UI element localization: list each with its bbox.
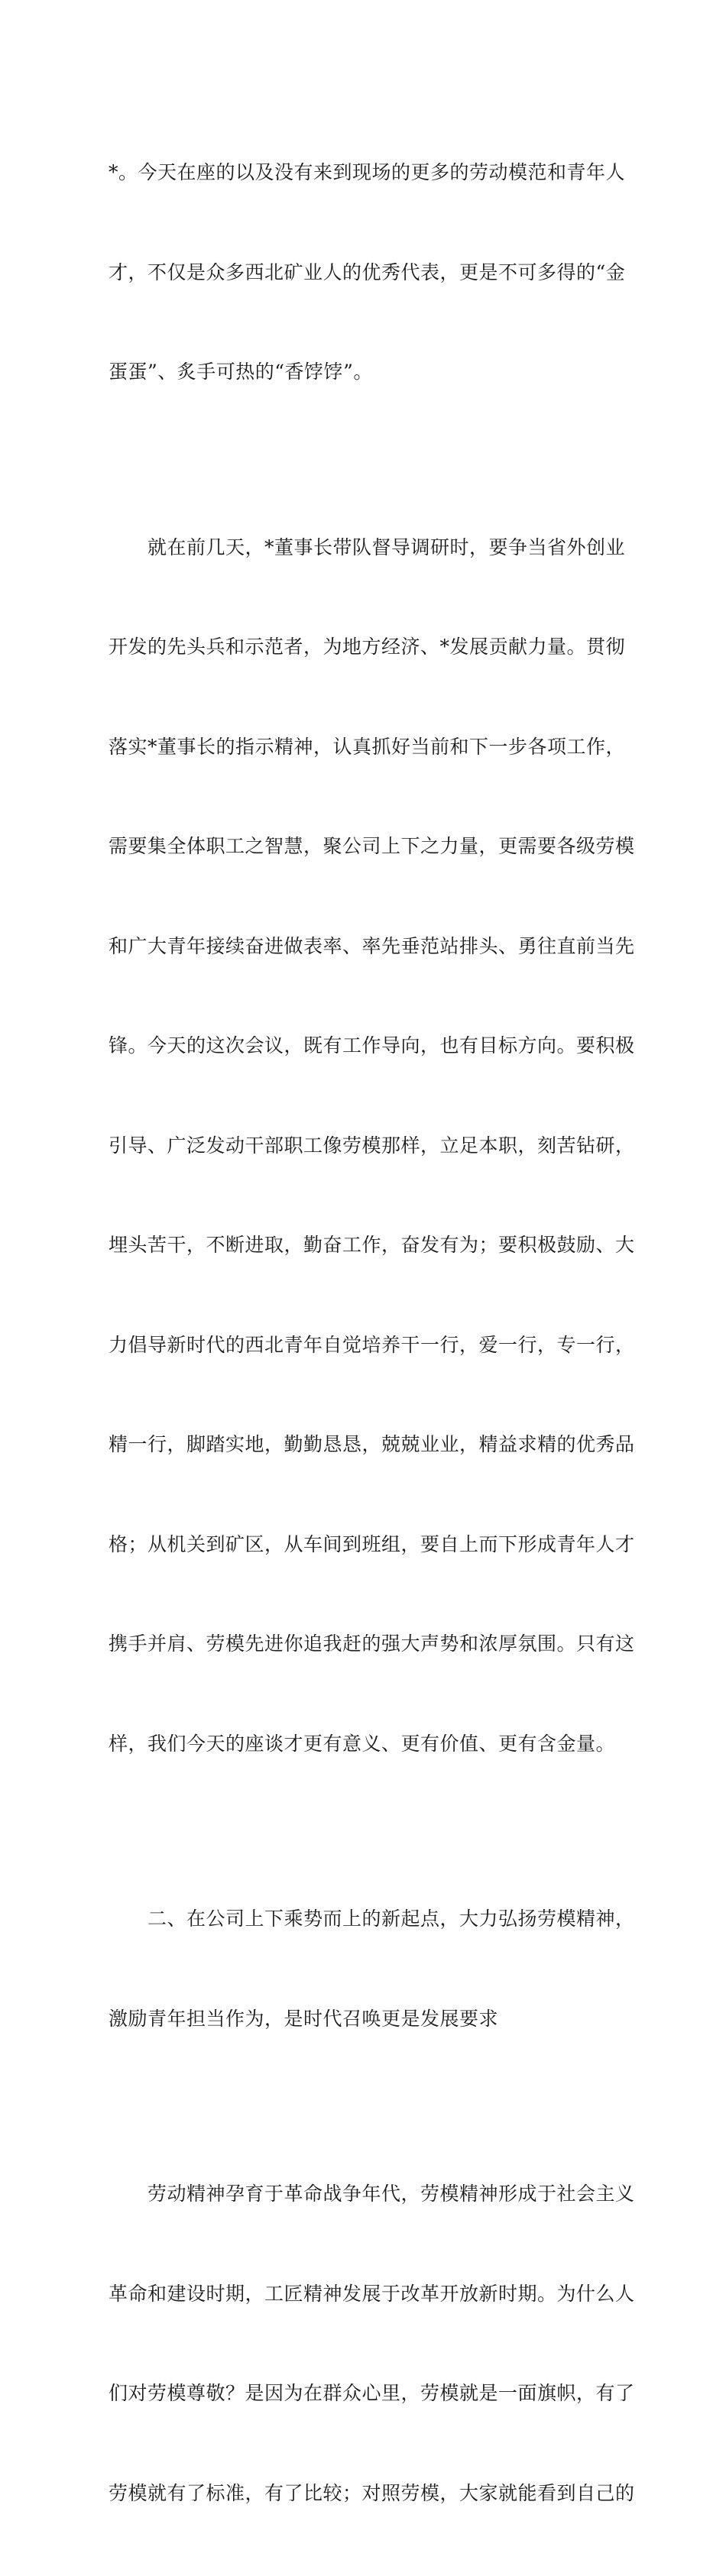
text-line: 样，我们今天的座谈才更有意义、更有价值、更有含金量。	[109, 1732, 616, 1755]
text-line: 就在前几天，*董事长带队督导调研时，要争当省外创业	[109, 536, 626, 558]
text-line: 革命和建设时期，工匠精神发展于改革开放新时期。为什么人	[109, 2282, 635, 2305]
text-line: 们对劳模尊敬？是因为在群众心里，劳模就是一面旗帜，有了	[109, 2382, 635, 2404]
text-line: 精一行，脚踏实地，勤勤恳恳，兢兢业业，精益求精的优秀品	[109, 1433, 635, 1455]
text-line: 力倡导新时代的西北青年自觉培养干一行，爱一行，专一行，	[109, 1333, 635, 1356]
text-line: 格；从机关到矿区，从车间到班组，要自上而下形成青年人才	[109, 1532, 635, 1555]
paragraph-4	[109, 2111, 635, 2576]
text-line: 开发的先头兵和示范者，为地方经济、*发展贡献力量。贯彻	[109, 636, 626, 658]
text-line: 引导、广泛发动干部职工像劳模那样，立足本职，刻苦钻研，	[109, 1134, 635, 1157]
text-line: 需要集全体职工之智慧，聚公司上下之力量，更需要各级劳模	[109, 835, 635, 857]
document-body	[109, 89, 635, 2576]
paragraph-2	[109, 464, 635, 1827]
text-line: 落实*董事长的指示精神，认真抓好当前和下一步各项工作，	[109, 735, 626, 758]
paragraph-spacer	[109, 2102, 619, 2111]
text-line: 埋头苦干，不断进取，勤奋工作，奋发有为；要积极鼓励、大	[109, 1234, 635, 1256]
text-line: 二、在公司上下乘势而上的新起点，大力弘扬劳模精神，	[109, 1908, 635, 1930]
text-line: 蛋蛋”、炙手可热的“香饽饽”。	[109, 361, 373, 383]
text-line: *。今天在座的以及没有来到现场的更多的劳动模范和青年人	[109, 161, 626, 183]
text-line: 劳模就有了标准，有了比较；对照劳模，大家就能看到自己的	[109, 2481, 635, 2504]
text-line: 激励青年担当作为，是时代召唤更是发展要求	[109, 2007, 499, 2030]
text-line: 锋。今天的这次会议，既有工作导向，也有目标方向。要积极	[109, 1034, 635, 1057]
paragraph-spacer	[109, 1827, 619, 1836]
section-heading-2	[109, 1836, 635, 2102]
text-line: 和广大青年接续奋进做表率、率先垂范站排头、勇往直前当先	[109, 934, 635, 957]
text-line: 才，不仅是众多西北矿业人的优秀代表，更是不可多得的“金	[109, 261, 626, 283]
text-line: 劳动精神孕育于革命战争年代，劳模精神形成于社会主义	[109, 2183, 635, 2205]
paragraph-spacer	[109, 455, 619, 464]
text-line: 携手并肩、劳模先进你追我赶的强大声势和浓厚氛围。只有这	[109, 1633, 635, 1655]
paragraph-1	[109, 89, 626, 455]
